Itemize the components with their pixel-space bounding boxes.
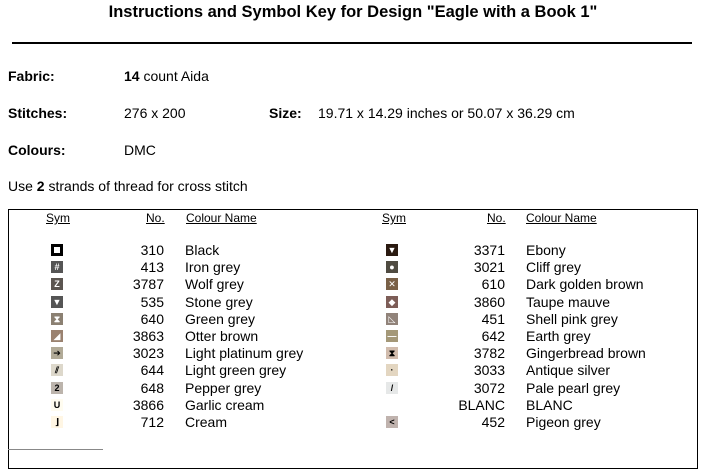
colour-name: Iron grey [185, 259, 241, 276]
u-icon: U [51, 399, 63, 411]
strands-post: strands of thread for cross stitch [44, 178, 248, 194]
colour-name: Green grey [185, 310, 256, 327]
fabric-value [124, 68, 209, 84]
colour-name: Stone grey [185, 293, 253, 310]
colour-number: 451 [481, 310, 505, 327]
double-slash-icon: ⫽ [51, 364, 63, 376]
colour-number: 3072 [473, 379, 505, 396]
colour-number: 413 [140, 259, 164, 276]
colour-number: BLANC [458, 396, 505, 413]
slash-icon: / [386, 382, 398, 394]
colours-value: DMC [124, 142, 156, 158]
hourglass-icon: ⧗ [51, 313, 63, 325]
header-name-right: Colour Name [526, 211, 597, 225]
ruler-triangle-icon: ◺ [386, 313, 398, 325]
strands-pre: Use [8, 178, 37, 194]
colour-number: 3787 [132, 276, 164, 293]
fabric-count: 14 [124, 68, 140, 84]
header-no-right: No. [487, 211, 506, 225]
colour-name: Pale pearl grey [526, 379, 621, 396]
colour-number: 3021 [473, 259, 505, 276]
colour-name: Gingerbread brown [526, 345, 646, 362]
hash-icon: # [51, 261, 63, 273]
key-row-right [0, 242, 706, 259]
shield-icon: ▼ [387, 245, 397, 255]
circle-icon: ● [386, 261, 398, 273]
colour-name: Light platinum grey [185, 345, 304, 362]
colour-name: Taupe mauve [526, 293, 611, 310]
colour-number: 3033 [473, 362, 505, 379]
colour-name: Pigeon grey [526, 414, 601, 430]
colour-name: Pepper grey [185, 379, 262, 396]
down-triangle-icon: ▼ [52, 296, 62, 307]
colour-name: Black [185, 242, 220, 258]
colour-name: Ebony [526, 242, 566, 258]
key-row-right [0, 259, 706, 276]
colour-name: Dark golden brown [526, 276, 644, 293]
colour-number: 610 [481, 276, 505, 293]
key-row-right [0, 328, 706, 345]
colour-number: 644 [140, 362, 164, 379]
colours-label: Colours: [8, 142, 66, 158]
corner-triangle-icon: ◢ [51, 330, 63, 342]
colour-name: Garlic cream [185, 396, 265, 413]
corner-bracket-icon: ⌋ [51, 416, 63, 428]
header-no-left: No. [146, 211, 165, 225]
colour-number: 310 [140, 242, 164, 258]
stitches-value: 276 x 200 [124, 105, 186, 121]
fabric-label: Fabric: [8, 68, 55, 84]
header-name-left: Colour Name [186, 211, 257, 225]
key-row-right [0, 311, 706, 328]
z-icon: Z [51, 278, 63, 290]
title-rule [12, 42, 692, 44]
size-value: 19.71 x 14.29 inches or 50.07 x 36.29 cm [318, 105, 575, 121]
diamond-icon: ◆ [386, 296, 398, 308]
stitches-label: Stitches: [8, 105, 68, 121]
colour-name: BLANC [526, 396, 573, 413]
colour-number: 452 [481, 414, 505, 430]
key-row-right [0, 414, 706, 431]
colour-number: 640 [140, 310, 164, 327]
x-box-icon: ✕ [386, 278, 398, 290]
colour-name: Antique silver [526, 362, 611, 379]
colour-name: Wolf grey [185, 276, 244, 293]
header-sym-right: Sym [382, 211, 406, 225]
colour-name: Light green grey [185, 362, 287, 379]
colour-number: 3371 [473, 242, 505, 258]
two-icon: 2 [51, 382, 63, 394]
colour-name: Shell pink grey [526, 310, 618, 327]
bottom-rule [8, 449, 103, 450]
key-row-right [0, 362, 706, 379]
colour-number: 535 [140, 293, 164, 310]
colour-name: Cream [185, 414, 228, 430]
colour-number: 648 [140, 379, 164, 396]
colour-number: 3023 [132, 345, 164, 362]
strands-instruction [8, 178, 248, 194]
fabric-type: count Aida [139, 68, 209, 84]
colour-name: Cliff grey [526, 259, 581, 276]
hourglass-icon: ⧗ [386, 347, 398, 359]
colour-number: 3863 [132, 328, 164, 344]
key-row-right [0, 345, 706, 362]
colour-number: 3866 [132, 396, 164, 413]
page-title: Instructions and Symbol Key for Design "Eagle with a Book 1" [108, 3, 598, 21]
header-sym-left: Sym [46, 211, 70, 225]
key-row-right [0, 397, 706, 414]
colour-name: Earth grey [526, 328, 591, 344]
key-row-right [0, 380, 706, 397]
colour-number: 642 [481, 328, 505, 344]
colour-number: 3860 [473, 293, 505, 310]
dash-icon: — [387, 331, 397, 341]
strands-count: 2 [36, 178, 45, 194]
colour-name: Otter brown [185, 328, 259, 344]
arrow-icon: ➔ [51, 347, 63, 359]
dot-icon: · [386, 364, 398, 376]
key-row-right [0, 294, 706, 311]
less-than-icon: < [386, 416, 398, 428]
colour-number: 3782 [473, 345, 505, 362]
colour-number: 712 [140, 414, 164, 430]
key-row-right [0, 276, 706, 293]
size-label: Size: [269, 105, 302, 121]
